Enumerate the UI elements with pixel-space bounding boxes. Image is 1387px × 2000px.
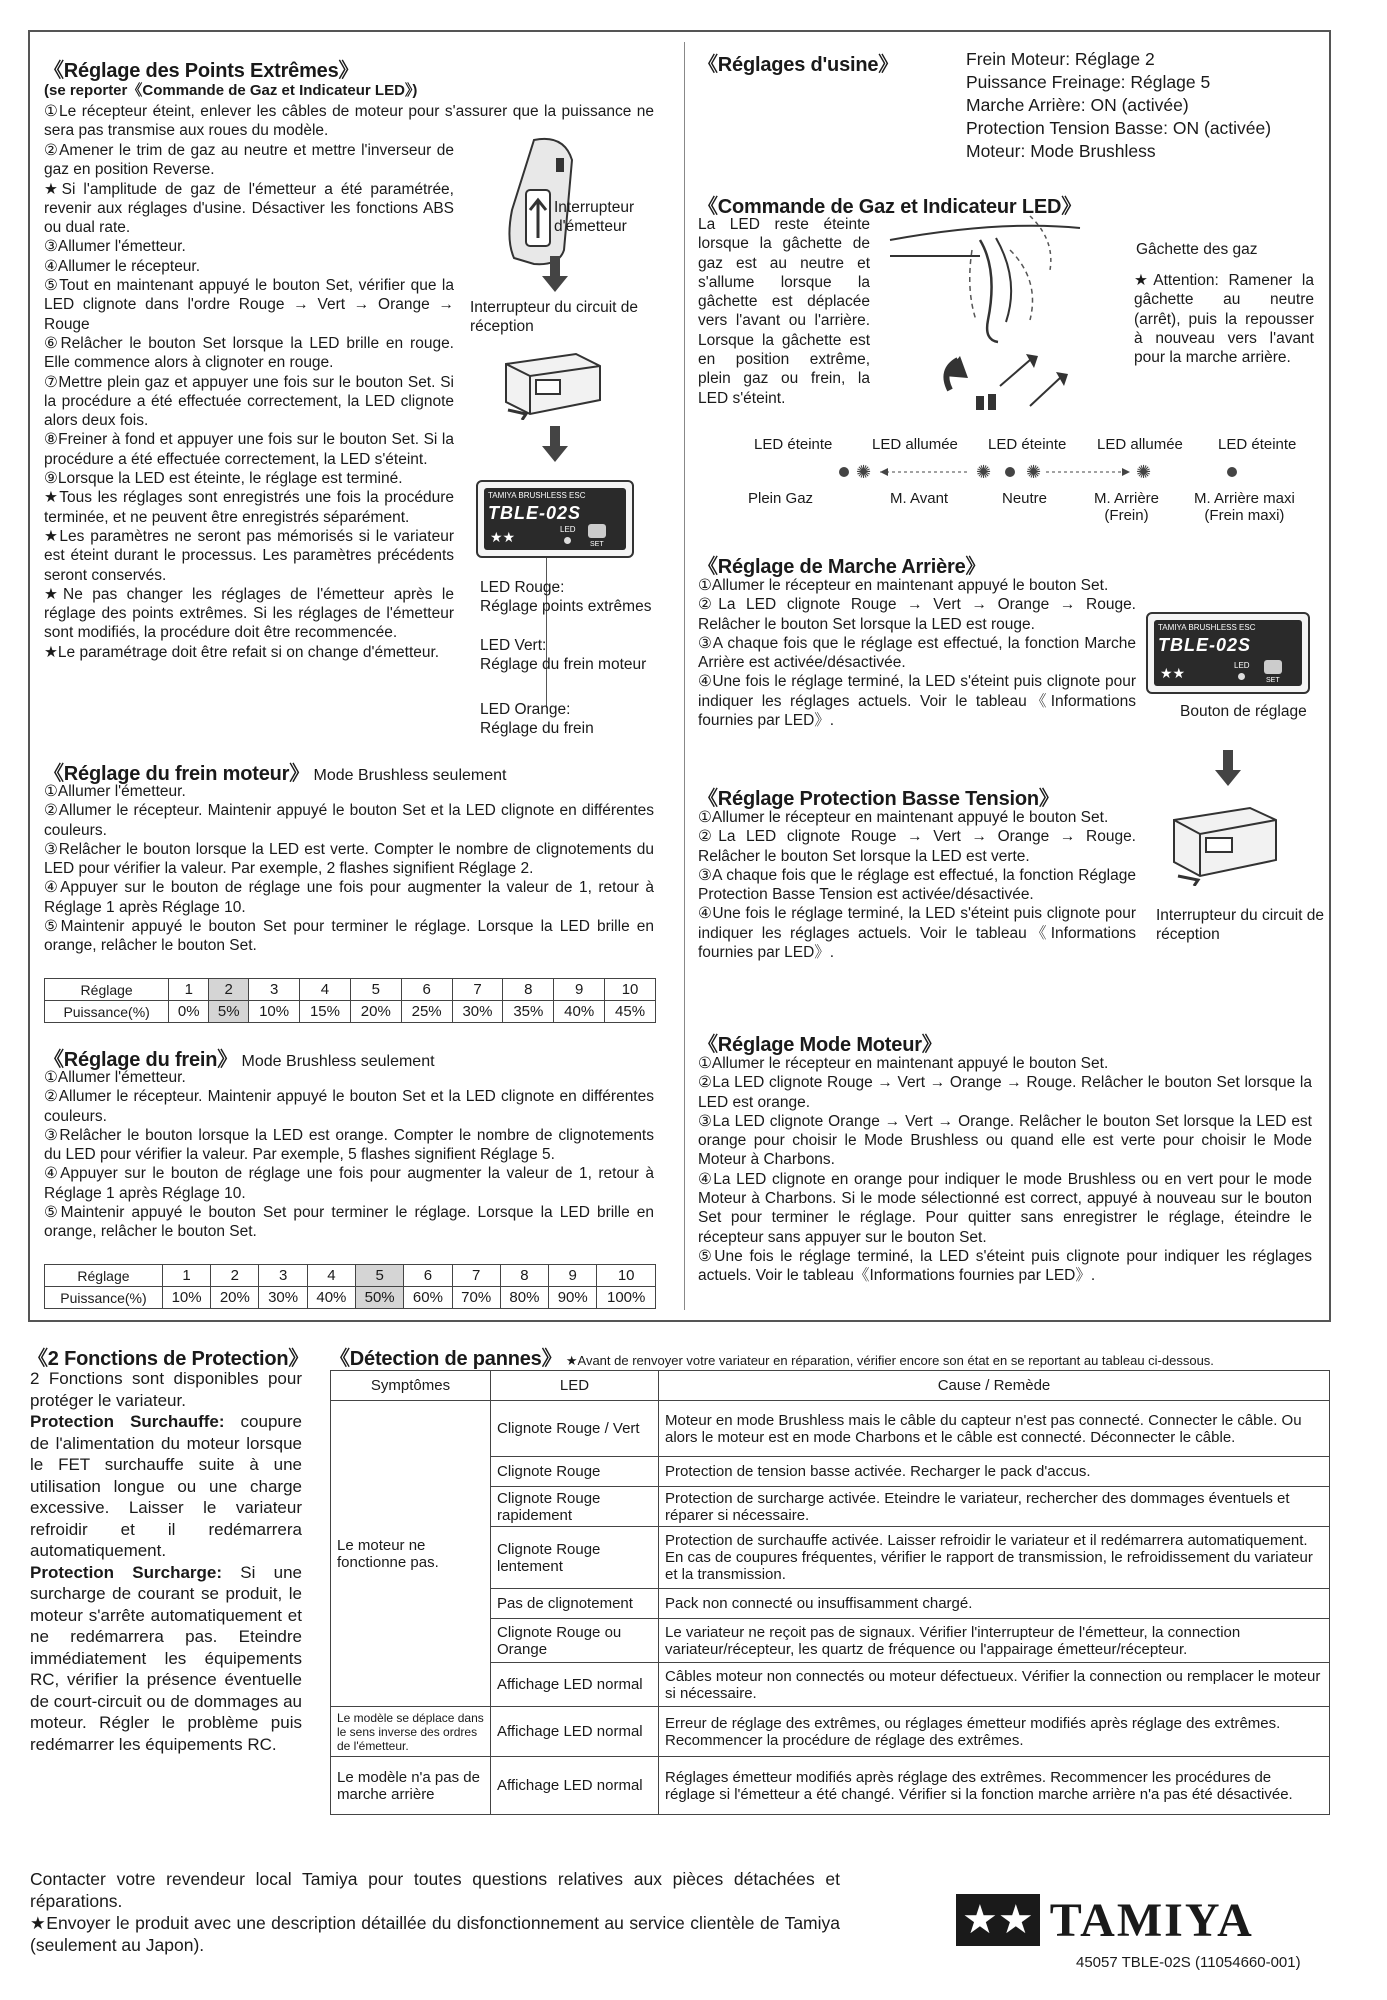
table-cell: 90% bbox=[549, 1287, 597, 1309]
tamiya-wordmark: TAMIYA bbox=[1049, 1893, 1254, 1947]
led-state-label: LED éteinte bbox=[1218, 436, 1297, 453]
faults-title: 《Détection de pannes》 bbox=[330, 1348, 562, 1370]
table-cell: Puissance(%) bbox=[45, 1287, 163, 1309]
extremes-step: ⑦Mettre plein gaz et appuyer une fois sur le bouton Set. Si la procédure a été effectuée correctement, la LED clignote alors deux fois. bbox=[44, 373, 454, 430]
esc-model: TBLE-02S bbox=[1158, 635, 1252, 655]
drag-brake-title: 《Réglage du frein moteur》 bbox=[44, 763, 310, 785]
table-cell: 5 bbox=[350, 979, 401, 1001]
svg-text:✺: ✺ bbox=[976, 462, 992, 482]
table-cell: 9 bbox=[554, 979, 605, 1001]
esc-led-text: LED bbox=[560, 525, 576, 534]
table-cell-cause: Erreur de réglage des extrêmes, ou réglages émetteur modifiés après réglage des extrêmes. Recommencer la procédure de réglage des extrêmes. bbox=[659, 1707, 1330, 1757]
table-cell-symptom: Le modèle n'a pas de marche arrière bbox=[331, 1757, 491, 1815]
throttle-trigger-illustration bbox=[880, 210, 1130, 420]
table-cell-cause: Réglages émetteur modifiés après réglage des extrêmes. Recommencer les procédures de réglage si l'émetteur a été changé. Vérifier si la fonction marche arrière n'a pas été désactivée. bbox=[659, 1757, 1330, 1815]
tamiya-logo bbox=[956, 1894, 1254, 1946]
esc-unit-illustration bbox=[1146, 612, 1310, 694]
table-cell: 4 bbox=[307, 1265, 355, 1287]
tamiya-stars-icon: ★★ bbox=[956, 1894, 1040, 1946]
table-cell: 10 bbox=[605, 979, 656, 1001]
table-cell: 60% bbox=[404, 1287, 452, 1309]
product-code: 45057 TBLE-02S (11054660-001) bbox=[1076, 1954, 1301, 1971]
led-state-label: LED allumée bbox=[872, 436, 958, 453]
table-cell: 4 bbox=[300, 979, 351, 1001]
table-cell: 30% bbox=[452, 1001, 503, 1023]
motor-mode-steps: ①Allumer le récepteur en maintenant appuyé le bouton Set. ②La LED clignote Rouge → Vert → Orange → Rouge. Relâcher le bouton Set lorsque la LED est orange. ③La LED clignote Orange → Vert → Orange. Relâcher le bouton Set lorsque la LED est orange pour choisir le Mode Brushless ou quand elle est verte pour choisir le Mode Moteur à Charbons. ④La LED clignote en orange pour indiquer le mode Brushless ou en vert pour le mode Moteur à Charbons. Si le mode sélectionné est correct, appuyé à nouveau sur le bouton Set pour terminer le réglage. Pour quitter sans enregistrer le réglage, éteindre le récepteur sans appuyer sur le bouton Set. ⑤Une fois le réglage terminé, la LED s'éteint puis clignote pour indiquer les réglages actuels. Voir le tableau《Informations fournies par LED》. bbox=[698, 1055, 1312, 1285]
esc-unit-illustration bbox=[476, 480, 634, 558]
arrow-down-icon bbox=[540, 426, 570, 464]
table-cell-cause: Protection de surchauffe activée. Laisser refroidir le variateur et il redémarrera automatiquement. En cas de coupures fréquentes, vérifier le rapport de transmission, le refroidissement du variateur et la transmission. bbox=[659, 1527, 1330, 1589]
table-cell-led: Affichage LED normal bbox=[491, 1757, 659, 1815]
table-cell: 7 bbox=[452, 979, 503, 1001]
trigger-position: M. Avant bbox=[890, 490, 949, 507]
brake-title: 《Réglage du frein》 bbox=[44, 1049, 238, 1071]
table-row bbox=[331, 1757, 1330, 1815]
extremes-step: ⑥Relâcher le bouton Set lorsque la LED brille en rouge. Elle commence alors à clignoter en rouge. bbox=[44, 334, 454, 372]
tamiya-stars-icon: ★★ bbox=[490, 529, 516, 545]
factory-setting: Frein Moteur: Réglage 2 bbox=[966, 49, 1155, 69]
extremes-step: ②Amener le trim de gaz au neutre et mettre l'inverseur de gaz en position Reverse. bbox=[44, 142, 454, 179]
col-header-cause: Cause / Remède bbox=[659, 1371, 1330, 1401]
table-cell: Réglage bbox=[45, 979, 169, 1001]
table-cell-symptom: Le moteur ne fonctionne pas. bbox=[331, 1401, 491, 1707]
set-button-label: Bouton de réglage bbox=[1180, 703, 1307, 720]
drag-brake-subtitle: Mode Brushless seulement bbox=[313, 767, 507, 784]
factory-settings-list bbox=[966, 48, 1271, 163]
esc-led-indicator bbox=[564, 537, 571, 544]
table-cell: 20% bbox=[211, 1287, 259, 1309]
tamiya-stars-icon: ★★ bbox=[1160, 665, 1186, 681]
reverse-title: 《Réglage de Marche Arrière》 bbox=[698, 556, 986, 578]
led-state-label: LED éteinte bbox=[988, 436, 1067, 453]
brake-subtitle: Mode Brushless seulement bbox=[241, 1053, 435, 1070]
svg-text:✺: ✺ bbox=[1026, 462, 1042, 482]
reverse-steps: ①Allumer le récepteur en maintenant appuyé le bouton Set. ②La LED clignote Rouge → Vert → Orange → Rouge. Relâcher le bouton Set lorsque la LED est rouge. ③A chaque fois que le réglage est effectué, la fonction Marche Arrière est activée/désactivée. ④Une fois le réglage terminé, la LED s'éteint puis clignote pour indiquer les réglages actuels. Voir le tableau《Informations fournies par LED》. bbox=[698, 577, 1136, 730]
table-cell: 70% bbox=[452, 1287, 500, 1309]
extremes-step: ⑤Tout en maintenant appuyé le bouton Set, vérifier que la LED clignote dans l'ordre Rouge → Vert → Orange → Rouge bbox=[44, 277, 454, 333]
table-cell: 35% bbox=[503, 1001, 554, 1023]
table-row bbox=[331, 1401, 1330, 1457]
trigger-position: Plein Gaz bbox=[748, 490, 814, 507]
drag-brake-table bbox=[44, 978, 656, 1023]
extremes-step: ④Allumer le récepteur. bbox=[44, 257, 201, 275]
brake-table bbox=[44, 1264, 656, 1309]
table-cell: 8 bbox=[503, 979, 554, 1001]
table-cell: 6 bbox=[404, 1265, 452, 1287]
factory-setting: Moteur: Mode Brushless bbox=[966, 141, 1156, 161]
table-cell: Puissance(%) bbox=[45, 1001, 169, 1023]
table-row bbox=[45, 1001, 656, 1023]
extremes-step: ③Allumer l'émetteur. bbox=[44, 238, 186, 256]
table-cell: 10% bbox=[162, 1287, 210, 1309]
table-cell: 1 bbox=[162, 1265, 210, 1287]
table-cell: 2 bbox=[211, 1265, 259, 1287]
esc-set-text: SET bbox=[590, 541, 604, 548]
table-cell-led: Affichage LED normal bbox=[491, 1707, 659, 1757]
table-cell: Réglage bbox=[45, 1265, 163, 1287]
esc-brand: TAMIYA BRUSHLESS ESC bbox=[1158, 623, 1256, 632]
table-cell: 5 bbox=[356, 1265, 404, 1287]
extremes-step: ★Tous les réglages sont enregistrés une fois la procédure terminée, et ne peuvent être enregistrés séparément. bbox=[44, 489, 454, 526]
table-cell: 7 bbox=[452, 1265, 500, 1287]
table-cell: 40% bbox=[554, 1001, 605, 1023]
table-cell-cause: Protection de tension basse activée. Recharger le pack d'accus. bbox=[659, 1457, 1330, 1487]
lvc-title: 《Réglage Protection Basse Tension》 bbox=[698, 788, 1059, 810]
protection-title: 《2 Fonctions de Protection》 bbox=[28, 1348, 309, 1370]
extremes-step: ⑨Lorsque la LED est éteinte, le réglage est terminé. bbox=[44, 470, 403, 488]
trigger-label: Gâchette des gaz bbox=[1136, 241, 1258, 258]
tx-switch-label: Interrupteur d'émetteur bbox=[554, 199, 635, 235]
table-cell-cause: Pack non connecté ou insuffisamment chargé. bbox=[659, 1589, 1330, 1619]
led-green-label: LED Vert: Réglage du frein moteur bbox=[480, 637, 647, 673]
esc-set-button[interactable] bbox=[1264, 660, 1282, 674]
arrow-down-icon bbox=[540, 256, 570, 294]
table-row bbox=[45, 979, 656, 1001]
table-cell: 6 bbox=[401, 979, 452, 1001]
led-state-label: LED éteinte bbox=[754, 436, 833, 453]
table-cell-cause: Câbles moteur non connectés ou moteur défectueux. Vérifier la connection ou remplacer le moteur si nécessaire. bbox=[659, 1663, 1330, 1707]
table-cell: 45% bbox=[605, 1001, 656, 1023]
throttle-text: La LED reste éteinte lorsque la gâchette de gaz est au neutre et s'allume lorsque la gâchette est déplacée vers l'avant ou l'arrière. Lorsque la gâchette est en position extrême, plein gaz ou frein, la LED s'éteint. bbox=[698, 216, 870, 407]
table-cell: 20% bbox=[350, 1001, 401, 1023]
factory-setting: Marche Arrière: ON (activée) bbox=[966, 95, 1189, 115]
extremes-title: 《Réglage des Points Extrêmes》 bbox=[44, 60, 359, 82]
table-cell-cause: Protection de surcharge activée. Eteindre le variateur, rechercher des dommages éventuels et réparer si nécessaire. bbox=[659, 1487, 1330, 1527]
esc-led-text: LED bbox=[1234, 661, 1250, 670]
table-cell: 30% bbox=[259, 1287, 307, 1309]
table-cell: 80% bbox=[500, 1287, 548, 1309]
extremes-step: ★Le paramétrage doit être refait si on change d'émetteur. bbox=[44, 643, 440, 661]
extremes-step: ★Si l'amplitude de gaz de l'émetteur a été paramétrée, revenir aux réglages d'usine. Désactiver les fonctions ABS ou dual rate. bbox=[44, 180, 454, 237]
faults-table bbox=[330, 1370, 1330, 1815]
led-red-label: LED Rouge: Réglage points extrêmes bbox=[480, 579, 652, 615]
esc-model: TBLE-02S bbox=[488, 503, 582, 523]
lvc-switch-label: Interrupteur du circuit de réception bbox=[1156, 907, 1325, 943]
table-cell: 3 bbox=[259, 1265, 307, 1287]
factory-setting: Puissance Freinage: Réglage 5 bbox=[966, 72, 1211, 92]
table-cell: 8 bbox=[500, 1265, 548, 1287]
led-state-diagram bbox=[830, 458, 1250, 486]
esc-brand: TAMIYA BRUSHLESS ESC bbox=[488, 491, 586, 500]
table-cell: 3 bbox=[249, 979, 300, 1001]
extremes-steps-a bbox=[44, 141, 454, 662]
table-cell-led: Clignote Rouge rapidement bbox=[491, 1487, 659, 1527]
table-cell-led: Clignote Rouge bbox=[491, 1457, 659, 1487]
table-cell-symptom: Le modèle se déplace dans le sens inverse des ordres de l'émetteur. bbox=[331, 1707, 491, 1757]
table-row bbox=[331, 1707, 1330, 1757]
table-cell-led: Clignote Rouge / Vert bbox=[491, 1401, 659, 1457]
table-cell: 2 bbox=[209, 979, 249, 1001]
motor-mode-title: 《Réglage Mode Moteur》 bbox=[698, 1034, 942, 1056]
trigger-position: M. Arrière maxi (Frein maxi) bbox=[1194, 490, 1295, 524]
brake-steps: ①Allumer l'émetteur. ②Allumer le récepteur. Maintenir appuyé le bouton Set et la LED clignote en différentes couleurs. ③Relâcher le bouton lorsque la LED est orange. Compter le nombre de clignotements du LED pour vérifier la valeur. Par exemple, 5 flashes signifient Réglage 5. ④Appuyer sur le bouton de réglage une fois pour augmenter la valeur de 1, retour à Réglage 1 après Réglage 10. ⑤Maintenir appuyé le bouton Set pour terminer le réglage. Lorsque la LED brille en orange, relâcher le bouton Set. bbox=[44, 1069, 654, 1241]
extremes-step: ★Ne pas changer les réglages de l'émetteur après le réglage des points extrêmes. Si les réglages de l'émetteur sont modifiés, la procédure doit être recommencée. bbox=[44, 585, 454, 642]
receiver-switch-illustration bbox=[496, 344, 606, 420]
table-cell-led: Affichage LED normal bbox=[491, 1663, 659, 1707]
led-orange-label: LED Orange: Réglage du frein bbox=[480, 701, 594, 737]
faults-note: ★Avant de renvoyer votre variateur en réparation, vérifier encore son état en se reportant au tableau ci-dessous. bbox=[565, 1353, 1214, 1368]
receiver-switch-illustration bbox=[1164, 796, 1284, 886]
table-cell: 25% bbox=[401, 1001, 452, 1023]
col-header-symptoms: Symptômes bbox=[331, 1371, 491, 1401]
extremes-step: ⑧Freiner à fond et appuyer une fois sur le bouton Set. Si la procédure a été effectuée correctement, la LED s'éteint. bbox=[44, 431, 454, 468]
table-cell-led: Pas de clignotement bbox=[491, 1589, 659, 1619]
factory-title: 《Réglages d'usine》 bbox=[698, 54, 899, 76]
extremes-step: ★Les paramètres ne seront pas mémorisés si le variateur est éteint durant le processus. Les paramètres précédents seront conservés. bbox=[44, 527, 454, 584]
arrow-down-icon bbox=[1213, 750, 1243, 788]
table-cell-cause: Moteur en mode Brushless mais le câble du capteur n'est pas connecté. Connecter le câble. Ou alors le moteur est en mode Charbons et le câble est connecté. Déconnecter le câble. bbox=[659, 1401, 1330, 1457]
faults-heading bbox=[330, 1342, 1214, 1371]
svg-text:✺: ✺ bbox=[1136, 462, 1152, 482]
table-cell: 10% bbox=[249, 1001, 300, 1023]
svg-text:✺: ✺ bbox=[856, 462, 872, 482]
throttle-attention: ★Attention: Ramener la gâchette au neutre (arrêt), puis la repousser à nouveau vers l'avant pour la marche arrière. bbox=[1134, 272, 1314, 367]
factory-setting: Protection Tension Basse: ON (activée) bbox=[966, 118, 1272, 138]
esc-label-panel bbox=[484, 488, 626, 550]
footer-contact: Contacter votre revendeur local Tamiya pour toutes questions relatives aux pièces détachées et réparations. ★Envoyer le produit avec une description détaillée du disfonctionnement au service clientèle de Tamiya (seulement au Japon). bbox=[30, 1869, 840, 1955]
protection-text: 2 Fonctions sont disponibles pour protéger le variateur. Protection Surchauffe: coupure de l'alimentation du moteur lorsque le FET surchauffe suite à une utilisation longue ou une charge excessive. Laisser le variateur refroidir et il redémarrera automatiquement. Protection Surcharge: Si une surcharge de courant se produit, le moteur s'arrête automatiquement et ne redémarrera pas. Eteindre immédiatement les équipements RC, vérifier la présence éventuelle de court-circuit ou de dommages au moteur. Régler le problème puis redémarrer les équipements RC. bbox=[30, 1369, 302, 1754]
table-cell: 9 bbox=[549, 1265, 597, 1287]
led-state-label: LED allumée bbox=[1097, 436, 1183, 453]
esc-label-panel bbox=[1154, 620, 1302, 686]
table-cell: 40% bbox=[307, 1287, 355, 1309]
table-row bbox=[45, 1265, 656, 1287]
table-cell: 50% bbox=[356, 1287, 404, 1309]
table-cell-led: Clignote Rouge lentement bbox=[491, 1527, 659, 1589]
trigger-position: Neutre bbox=[1002, 490, 1048, 507]
table-cell: 5% bbox=[209, 1001, 249, 1023]
table-row bbox=[45, 1287, 656, 1309]
table-cell-cause: Le variateur ne reçoit pas de signaux. Vérifier l'interrupteur de l'émetteur, la connection variateur/récepteur, les quartz de fréquence ou l'appairage émetteur/récepteur. bbox=[659, 1619, 1330, 1663]
esc-set-text: SET bbox=[1266, 677, 1280, 684]
col-header-led: LED bbox=[491, 1371, 659, 1401]
esc-set-button[interactable] bbox=[588, 524, 606, 538]
table-cell: 0% bbox=[169, 1001, 209, 1023]
table-cell-led: Clignote Rouge ou Orange bbox=[491, 1619, 659, 1663]
table-cell: 100% bbox=[597, 1287, 656, 1309]
throttle-title: 《Commande de Gaz et Indicateur LED》 bbox=[698, 196, 1082, 218]
table-row bbox=[331, 1371, 1330, 1401]
rx-switch-label: Interrupteur du circuit de réception bbox=[470, 299, 639, 335]
trigger-position: M. Arrière (Frein) bbox=[1094, 490, 1160, 524]
lvc-steps: ①Allumer le récepteur en maintenant appuyé le bouton Set. ②La LED clignote Rouge → Vert → Orange → Rouge. Relâcher le bouton Set lorsque la LED est verte. ③A chaque fois que le réglage est effectué, la fonction Réglage Protection Basse Tension est activée/désactivée. ④Une fois le réglage terminé, la LED s'éteint puis clignote pour indiquer les réglages actuels. Voir le tableau《Informations fournies par LED》. bbox=[698, 809, 1136, 962]
drag-brake-steps: ①Allumer l'émetteur. ②Allumer le récepteur. Maintenir appuyé le bouton Set et la LED clignote en différentes couleurs. ③Relâcher le bouton lorsque la LED est verte. Compter le nombre de clignotements du LED pour vérifier la valeur. Par exemple, 2 flashes signifient Réglage 2. ④Appuyer sur le bouton de réglage une fois pour augmenter la valeur de 1, retour à Réglage 1 après Réglage 10. ⑤Maintenir appuyé le bouton Set pour terminer le réglage. Lorsque la LED brille en orange, relâcher le bouton Set. bbox=[44, 783, 654, 955]
table-cell: 10 bbox=[597, 1265, 656, 1287]
extremes-step-1: ①Le récepteur éteint, enlever les câbles de moteur pour s'assurer que la puissance ne sera pas transmise aux roues du modèle. bbox=[44, 103, 654, 140]
table-cell: 1 bbox=[169, 979, 209, 1001]
table-cell: 15% bbox=[300, 1001, 351, 1023]
extremes-ref: (se reporter《Commande de Gaz et Indicateur LED》) bbox=[44, 82, 418, 99]
esc-led-indicator bbox=[1238, 673, 1245, 680]
